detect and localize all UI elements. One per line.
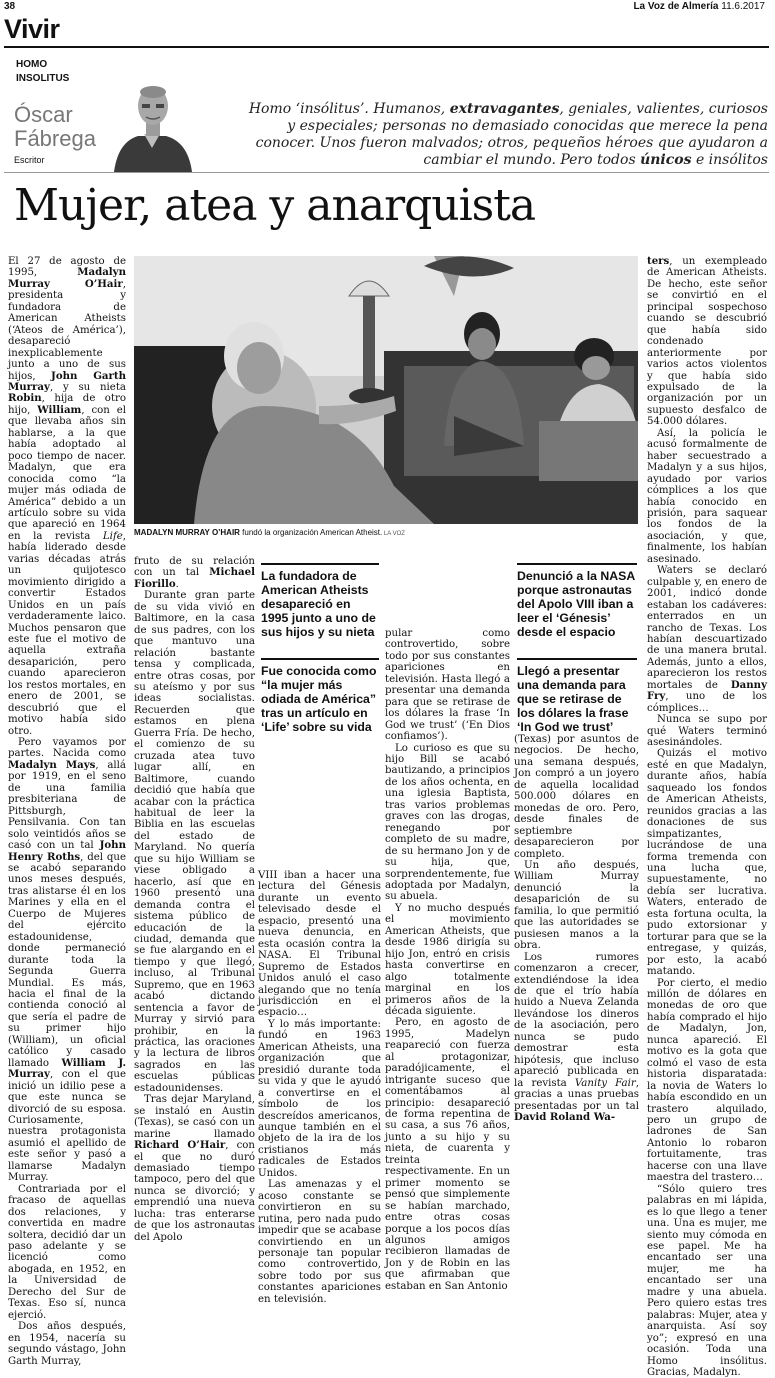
headline: Mujer, atea y anarquista bbox=[14, 180, 536, 231]
column-label-line1: HOMO bbox=[16, 59, 48, 70]
paragraph: Los rumores comenzaron a crecer, extendiéndose la idea de que el trío había huido a Nueva Zelanda llevándose los dineros de la asociación, pero nunca se pudo demostrar esta hipótesis, que incluso apareció publicada en la revista Vanity Fair, gracias a unas pruebas presentadas por un tal David Roland Wa- bbox=[514, 951, 640, 1123]
paragraph: Pero, en agosto de 1995, Madelyn reapareció con fuerza al protagonizar, paradójicamente, el intrigante suceso que comentábamos al principio: desapareció de forma repentina de su casa, a sus 76 años, junto a su hijo y su nieta, de cuarenta y treinta respectivamente. En un primer momento se pensó que simplemente se habían marchado, entre otras cosas porque a los pocos días algunos amigos recibieron llamadas de Jon y de Robin en las que afirmaban que estaban en San Antonio bbox=[385, 1017, 510, 1292]
caption-text: fundó la organización American Atheist. bbox=[239, 528, 383, 537]
intro-text-2: , geniales, valientes, curiosos y especiales; personas no demasiado conocidas que merece la pena conocer. Unos fueron malvados; otros, pequeños héroes que ayudaron a cambiar el mundo. Pero todos bbox=[255, 101, 768, 168]
paragraph: ters, un exempleado de American Atheists. De hecho, este señor se convirtió en el principal sospechoso cuando se descubrió que había sido condenado anteriormente por varios actos violentos y que había sido expulsado de la organización por un supuesto desfalco de 54.000 dólares. bbox=[647, 255, 767, 428]
paragraph: Nunca se supo por qué Waters terminó asesinándoles. bbox=[647, 714, 767, 749]
paragraph: (Texas) por asuntos de negocios. De hecho, una semana después, Jon compró a un joyero de aquella localidad 500.000 dólares en monedas de oro. Pero, desde finales de septiembre desaparecieron por completo. bbox=[514, 734, 639, 860]
column-label bbox=[16, 58, 69, 86]
body-column-4 bbox=[385, 628, 510, 1292]
intro-text-1: Homo ‘insólitus’. Humanos, bbox=[248, 101, 450, 117]
newspaper-name: La Voz de Almería bbox=[633, 1, 719, 12]
paragraph: Y no mucho después el movimiento American Atheists, que desde 1986 dirigía su hijo Jon, entró en crisis hasta convertirse en algo totalmente marginal en los primeros años de la década siguiente. bbox=[385, 902, 510, 1017]
body-column-5 bbox=[514, 734, 640, 1123]
author-name bbox=[14, 103, 96, 151]
column-label-line2: INSOLITUS bbox=[16, 73, 70, 84]
intro-bold-1: extravagantes bbox=[449, 101, 560, 117]
paragraph: Waters se declaró culpable y, en enero de 2001, indicó donde estaban los cadáveres: enterrados en un rancho de Texas. Los habían descuartizado de una manera brutal. Además, junto a ellos, aparecieron los restos mortales de Danny Fry, uno de los cómplices… bbox=[647, 565, 767, 714]
paragraph: Pero vayamos por partes. Nacida como Madalyn Mays, allá por 1919, en el seno de una familia presbiteriana de Pittsburgh, Pensilvania. Con tan solo veintidós años se casó con un tal John Henry Roths, del que se acabó separando unos meses después, tras alistarse él en los Marines y ella en el Cuerpo de Mujeres del ejército estadounidense, donde permaneció durante toda la Segunda Guerra Mundial. Es más, hacia el final de la contienda conoció al que sería el padre de su primer hijo (William), un oficial católico y casado llamado William J. Murray, con el que inició un idilio pese a que este nunca se divorció de su esposa. Curiosamente, nuestra protagonista asumió el apellido de este señor y pasó a llamarse Madalyn Murray. bbox=[8, 737, 126, 1184]
paragraph: Así, la policía le acusó formalmente de haber secuestrado a Madalyn y a sus hijos, ayudado por varios cómplices a los que había conocido en prisión, para saquear los fondos de la asociación, y que, finalmente, los habían asesinado. bbox=[647, 427, 767, 565]
paragraph: Durante gran parte de su vida vivió en Baltimore, en la casa de sus padres, con los que mantuvo una relación bastante tensa y complicada, entre otras cosas, por su ateísmo y por sus ideas socialistas. Recuerden que estamos en plena Guerra Fría. De hecho, el comienzo de su cruzada atea tuvo lugar allí, en Baltimore, cuando decidió que había que acabar con la práctica habitual de leer la Biblia en las escuelas del estado de Maryland. No quería que su hijo William se viese obligado a hacerlo, así que en 1960 presentó una demanda contra el sistema público de educación de la ciudad, demanda que se fue alargando en el tiempo y que llegó, incluso, al Tribunal Supremo, que en 1963 acabó dictando sentencia a favor de Murray y sirvió para prohibir, en la práctica, las oraciones y la lectura de libros sagrados en las escuelas públicas estadounidenses. bbox=[134, 590, 255, 1094]
paragraph: Quizás el motivo esté en que Madalyn, durante años, había saqueado los fondos de American Atheists, reunidos gracias a las donaciones de sus simpatizantes, lucrándose de una forma tremenda con una lucha que, supuestamente, no debía ser lucrativa. Waters, enterado de esta fortuna oculta, la pudo extorsionar y torturar para que se la entregase, y quizás, por esto, la acabó matando. bbox=[647, 748, 767, 978]
paragraph: Contrariada por el fracaso de aquellas dos relaciones, y convertida en madre soltera, decidió dar un paso adelante y se licenció como abogada, en 1952, en la Universidad de Derecho del Sur de Texas. Eso sí, nunca ejerció. bbox=[8, 1183, 126, 1321]
page-number: 38 bbox=[4, 1, 16, 12]
author-last-name: Fábrega bbox=[14, 126, 96, 151]
photo-caption bbox=[134, 528, 638, 537]
paragraph: Las amenazas y el acoso constante se convirtieron en su rutina, pero nada pudo impedir que se acabase convirtiendo en un personaje tan popular como controvertido, sobre todo por sus constantes apariciones en televisión. bbox=[258, 1179, 381, 1305]
author-first-name: Óscar bbox=[14, 102, 73, 127]
header-rule bbox=[4, 46, 769, 48]
author-role: Escritor bbox=[14, 155, 45, 165]
caption-name: MADALYN MURRAY O’HAIR bbox=[134, 528, 240, 537]
pull-quote: Denunció a la NASA porque astronautas del Apolo VIII iban a leer el ‘Génesis’ desde el espacio bbox=[517, 563, 637, 639]
intro-text-3: e insólitos bbox=[691, 152, 768, 168]
paragraph: El 27 de agosto de 1995, Madalyn Murray O’Hair, presidenta y fundadora de American Atheists (‘Ateos de América’), desapareció inexplicablemente junto a uno de sus hijos, John Garth Murray, y su nieta Robin, hija de otro hijo, William, con el que llevaba años sin hablarse, a la que había adoptado al poco tiempo de nacer. Madalyn, que era conocida como “la mujer más odiada de América” debido a un artículo sobre su vida que apareció en 1964 en la revista Life, había liderado desde varias décadas atrás un quijotesco movimiento dirigido a convertir Estados Unidos en un país verdaderamente laico. Muchos pensaron que este fue el motivo de aquella extraña desaparición, pero cuando aparecieron los restos mortales, en enero de 2001, se descubrió que el motivo había sido otro. bbox=[8, 256, 126, 737]
paragraph: Por cierto, el medio millón de dólares en monedas de oro que había comprado el hijo de Madalyn, Jon, nunca apareció. El motivo es la gota que colmó el vaso de esta historia disparatada: la novia de Waters lo había escondido en un trastero alquilado, pero un grupo de ladrones de San Antonio lo robaron fortuitamente, tras hacerse con una llave maestra del trastero… bbox=[647, 977, 767, 1184]
intro-bold-2: únicos bbox=[640, 152, 692, 168]
body-column-1 bbox=[8, 256, 126, 1367]
paragraph: Tras dejar Maryland, se instaló en Austin (Texas), se casó con un marine llamado Richard O’Hair, con el que no duró demasiado tiempo tampoco, pero del que nunca se divorció; y emprendió una nueva lucha: tras enterarse de que los astronautas del Apolo bbox=[134, 1094, 255, 1243]
body-column-2 bbox=[134, 556, 255, 1243]
author-photo bbox=[104, 76, 200, 172]
body-column-6 bbox=[647, 255, 767, 1378]
issue-date: 11.6.2017 bbox=[721, 1, 765, 12]
section-title: Vivir bbox=[4, 14, 60, 44]
photo-credit: LA VOZ bbox=[382, 531, 405, 537]
pull-quote: Llegó a presentar una demanda para que se retirase de los dólares la frase ‘In God we trust’ bbox=[517, 658, 637, 734]
paragraph: “Sólo quiero tres palabras en mi lápida, es lo que llego a tener una. Una es mujer, me siento muy cómoda en ese papel. Me ha encantado ser una mujer, me ha encantado ser una madre y una abuela. Pero quiero estas tres palabras: Mujer, atea y anarquista. Así soy yo”; expresó en una ocasión. Toda una Homo insólitus. Gracias, Madalyn. bbox=[647, 1183, 767, 1378]
column-intro bbox=[238, 101, 768, 169]
paragraph: fruto de su relación con un tal Michael Fiorillo. bbox=[134, 556, 255, 590]
pull-quote: La fundadora de American Atheists desapareció en 1995 junto a uno de sus hijos y su nieta bbox=[261, 563, 379, 639]
main-photo bbox=[134, 256, 638, 524]
body-column-3 bbox=[258, 870, 381, 1305]
pull-quote: Fue conocida como “la mujer más odiada de América” tras un artículo en ‘Life’ sobre su vida bbox=[261, 658, 379, 734]
paragraph: Lo curioso es que su hijo Bill se acabó bautizando, a principios de los años ochenta, en una iglesia Baptista, tras varios problemas graves con las drogas, renegando por completo de su madre, de su hermano Jon y de su hija, que, sorprendentemente, fue adoptada por Madalyn, su abuela. bbox=[385, 742, 510, 903]
paragraph: Dos años después, en 1954, nacería su segundo vástago, John Garth Murray, bbox=[8, 1321, 126, 1367]
paragraph: VIII iban a hacer una lectura del Génesis durante un evento televisado desde el espacio, presentó una nueva denuncia, en esta ocasión contra la NASA. El Tribunal Supremo de Estados Unidos anuló el caso alegando que no tenía jurisdicción en el espacio… bbox=[258, 870, 381, 1019]
paragraph: Y lo más importante: fundó en 1963 American Atheists, una organización que presidió durante toda su vida y que le ayudó a convertirse en el símbolo de los descreídos americanos, aunque también en el objeto de la ira de los cristianos más radicales de Estados Unidos. bbox=[258, 1018, 381, 1179]
column-header-rule bbox=[4, 172, 769, 173]
newspaper-date-line bbox=[633, 1, 765, 12]
paragraph: Un año después, William Murray denunció la desaparición de su familia, lo que permitió que las autoridades se pusiesen manos a la obra. bbox=[514, 859, 639, 952]
paragraph: pular como controvertido, sobre todo por sus constantes apariciones en televisión. Hasta llegó a presentar una demanda para que se retirase de los dólares la frase ‘In God we trust’ (‘En Dios confiamos’). bbox=[385, 628, 510, 743]
